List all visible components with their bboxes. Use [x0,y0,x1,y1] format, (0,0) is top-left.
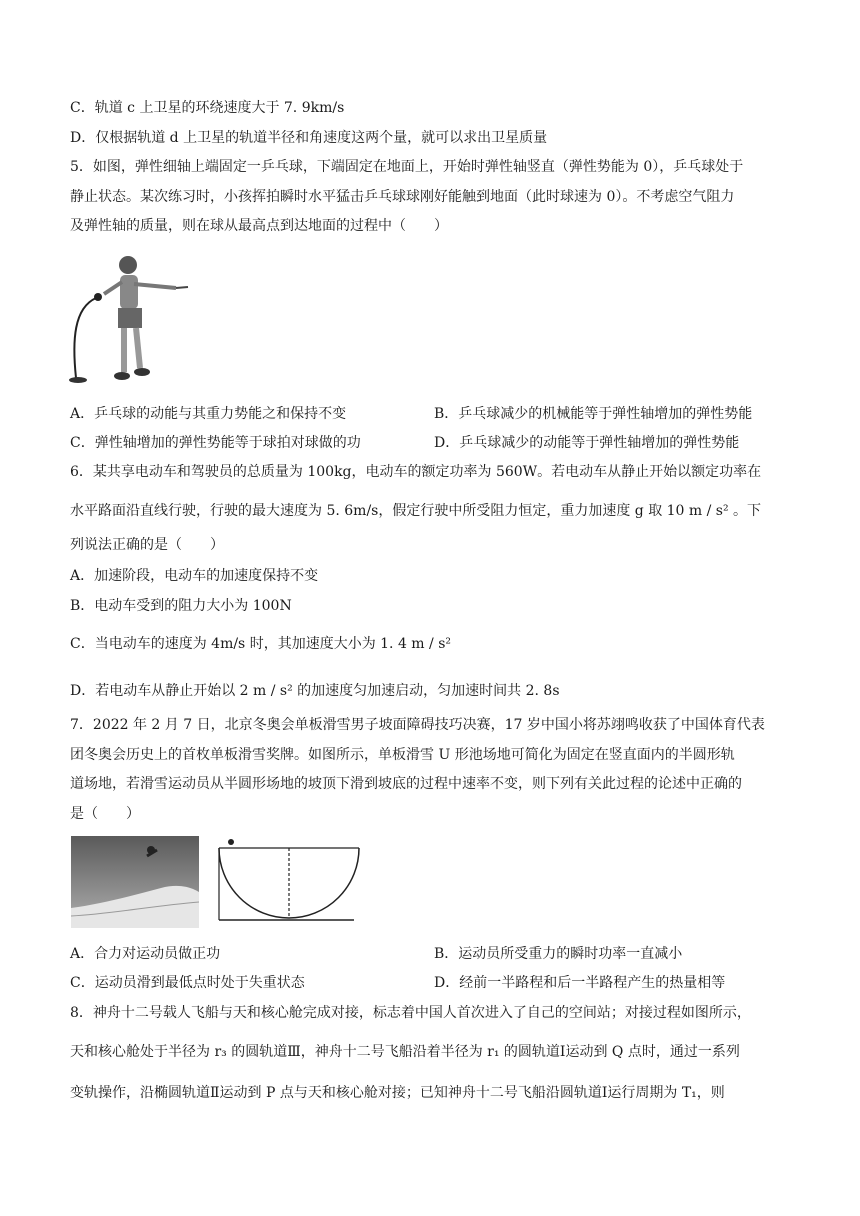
q6-option-b: B．电动车受到的阻力大小为 100N [70,598,292,614]
q5-stem-line-3: 及弹性轴的质量，则在球从最高点到达地面的过程中（ ） [70,218,448,234]
q6-option-a: A．加速阶段，电动车的加速度保持不变 [70,568,319,584]
q6-option-c: C．当电动车的速度为 4m/s 时，其加速度大小为 1. 4 m / s² [70,636,451,652]
q4-option-c: C．轨道 c 上卫星的环绕速度大于 7. 9km/s [70,100,345,116]
ping-pong-child-figure [68,250,198,390]
q6-option-d: D．若电动车从静止开始以 2 m / s² 的加速度匀加速启动，匀加速时间共 2. 8s [70,683,560,699]
q4-option-d: D．仅根据轨道 d 上卫星的轨道半径和角速度这两个量，就可以求出卫星质量 [70,130,548,146]
q8-stem-line-3: 变轨操作，沿椭圆轨道Ⅱ运动到 P 点与天和核心舱对接；已知神舟十二号飞船沿圆轨道Ⅰ运行周期为 T₁，则 [70,1085,725,1101]
q7-option-a: A．合力对运动员做正功 [70,946,221,962]
q6-stem-line-2: 水平路面沿直线行驶，行驶的最大速度为 5. 6m/s，假定行驶中所受阻力恒定，重力加速度 g 取 10 m / s² 。下 [70,503,762,519]
q7-option-d: D．经前一半路程和后一半路程产生的热量相等 [434,975,726,991]
q5-stem-line-2: 静止状态。某次练习时，小孩挥拍瞬时水平猛击乒乓球球刚好能触到地面（此时球速为 0）。不考虑空气阻力 [70,189,735,205]
q5-option-c: C．弹性轴增加的弹性势能等于球拍对球做的功 [70,435,361,451]
q7-stem-line-2: 团冬奥会历史上的首枚单板滑雪奖牌。如图所示，单板滑雪 U 形池场地可简化为固定在竖直面内的半圆形轨 [70,747,735,763]
q7-stem-line-3: 道场地，若滑雪运动员从半圆形场地的坡顶下滑到坡底的过程中速率不变，则下列有关此过程的论述中正确的 [70,776,742,792]
q5-option-a: A．乒乓球的动能与其重力势能之和保持不变 [70,406,347,422]
q5-stem-line-1: 5．如图，弹性细轴上端固定一乒乓球，下端固定在地面上，开始时弹性轴竖直（弹性势能为 0），乒乓球处于 [70,159,744,175]
q5-option-d: D．乒乓球减少的动能等于弹性轴增加的弹性势能 [434,435,740,451]
q7-stem-line-4: 是（ ） [70,806,140,822]
snowboard-photo [71,836,199,928]
q7-option-b: B．运动员所受重力的瞬时功率一直减小 [434,946,683,962]
q6-stem-line-1: 6．某共享电动车和驾驶员的总质量为 100kg，电动车的额定功率为 560W。若电动车从静止开始以额定功率在 [70,464,762,480]
q6-stem-line-3: 列说法正确的是（ ） [70,537,224,553]
q7-option-c: C．运动员滑到最低点时处于失重状态 [70,975,305,991]
q8-stem-line-2: 天和核心舱处于半径为 r₃ 的圆轨道Ⅲ，神舟十二号飞船沿着半径为 r₁ 的圆轨道Ⅰ运动到 Q 点时，通过一系列 [70,1044,740,1060]
half-pipe-diagram [214,836,360,928]
q7-stem-line-1: 7．2022 年 2 月 7 日，北京冬奥会单板滑雪男子坡面障碍技巧决赛，17 岁中国小将苏翊鸣收获了中国体育代表 [70,717,765,733]
q8-stem-line-1: 8．神舟十二号载人飞船与天和核心舱完成对接，标志着中国人首次进入了自己的空间站；对接过程如图所示， [70,1005,751,1021]
q5-option-b: B．乒乓球减少的机械能等于弹性轴增加的弹性势能 [434,406,753,422]
